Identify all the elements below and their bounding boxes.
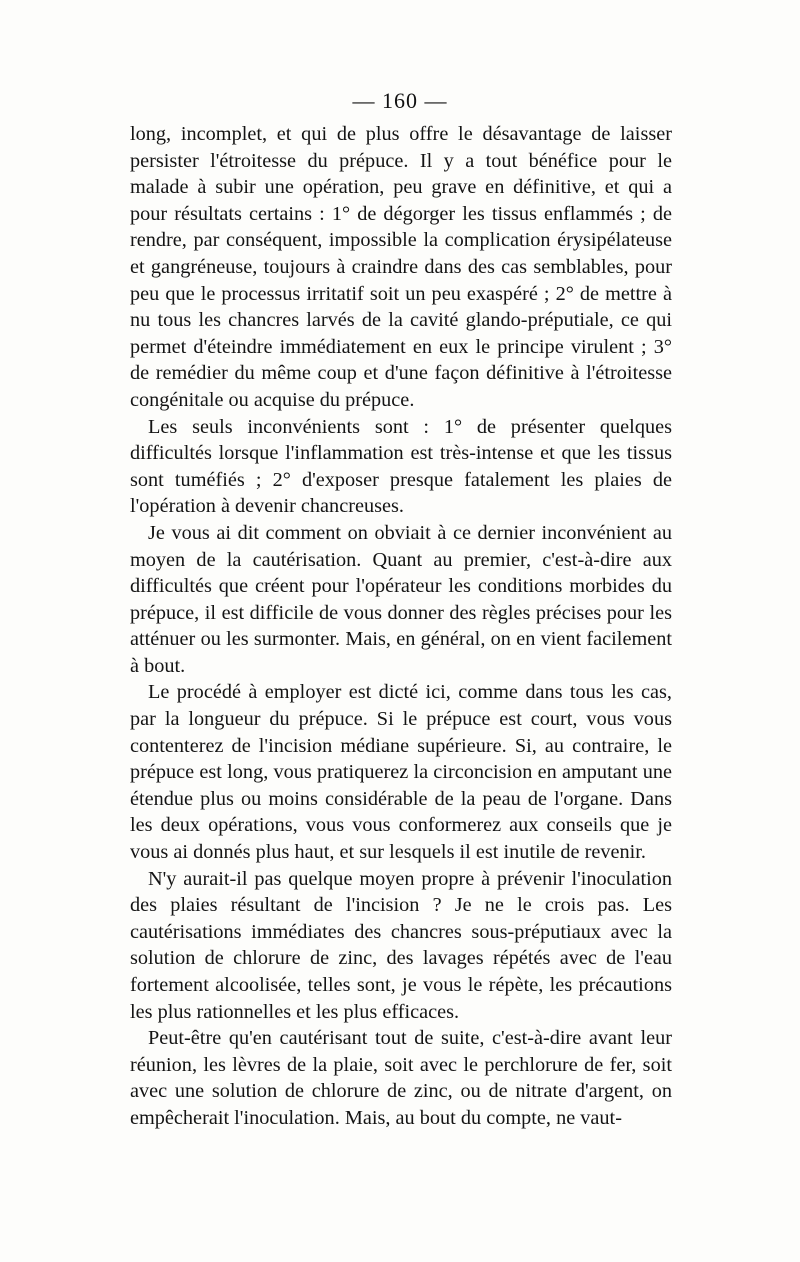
page-number: — 160 — — [352, 88, 448, 113]
paragraph: Peut-être qu'en cautérisant tout de suite, c'est-à-dire avant leur réunion, les lèvres de la plaie, soit avec le perchlorure de fer, soit avec une solution de chlorure de zinc, ou de nitrate d'argent, on empêcherait l'inoculation. Mais, au bout du compte, ne vaut- — [130, 1027, 672, 1129]
paragraph: N'y aurait-il pas quelque moyen propre à prévenir l'inoculation des plaies résultant de l'incision ? Je ne le crois pas. Les cautérisations immédiates des chancres sous-préputiaux avec la solution de chlorure de zinc, des lavages répétés avec de l'eau fortement alcoolisée, telles sont, je vous le répète, les précautions les plus rationnelles et les plus efficaces. — [130, 867, 672, 1023]
paragraph: Les seuls inconvénients sont : 1° de présenter quelques difficultés lorsque l'inflammation est très-intense et que les tissus sont tuméfiés ; 2° d'exposer presque fatalement les plaies de l'opération à devenir chancreuses. — [130, 415, 672, 518]
paragraph: Je vous ai dit comment on obviait à ce dernier inconvénient au moyen de la cautérisation. Quant au premier, c'est-à-dire aux difficultés que créent pour l'opérateur les conditions morbides du prépuce, il est difficile de vous donner des règles précises pour les atténuer ou les surmonter. Mais, en général, on en vient facilement à bout. — [130, 521, 672, 677]
body-text — [130, 121, 672, 1132]
paragraph: Le procédé à employer est dicté ici, comme dans tous les cas, par la longueur du prépuce. Si le prépuce est court, vous vous contenterez de l'incision médiane supérieure. Si, au contraire, le prépuce est long, vous pratiquerez la circoncision en amputant une étendue plus ou moins considérable de la peau de l'organe. Dans les deux opérations, vous vous conformerez aux conseils que je vous ai donnés plus haut, et sur lesquels il est inutile de revenir. — [130, 681, 672, 864]
paragraph: long, incomplet, et qui de plus offre le désavantage de laisser persister l'étroitesse du prépuce. Il y a tout bénéfice pour le malade à subir une opération, peu grave en définitive, et qui a pour résultats certains : 1° de dégorger les tissus enflammés ; de rendre, par conséquent, impossible la complication érysipélateuse et gangréneuse, toujours à craindre dans des cas semblables, pour peu que le processus irritatif soit un peu exaspéré ; 2° de mettre à nu tous les chancres larvés de la cavité glando-préputiale, ce qui permet d'éteindre immédiatement en eux le principe virulent ; 3° de remédier du même coup et d'une façon définitive à l'étroitesse congénitale ou acquise du prépuce. — [130, 123, 672, 411]
